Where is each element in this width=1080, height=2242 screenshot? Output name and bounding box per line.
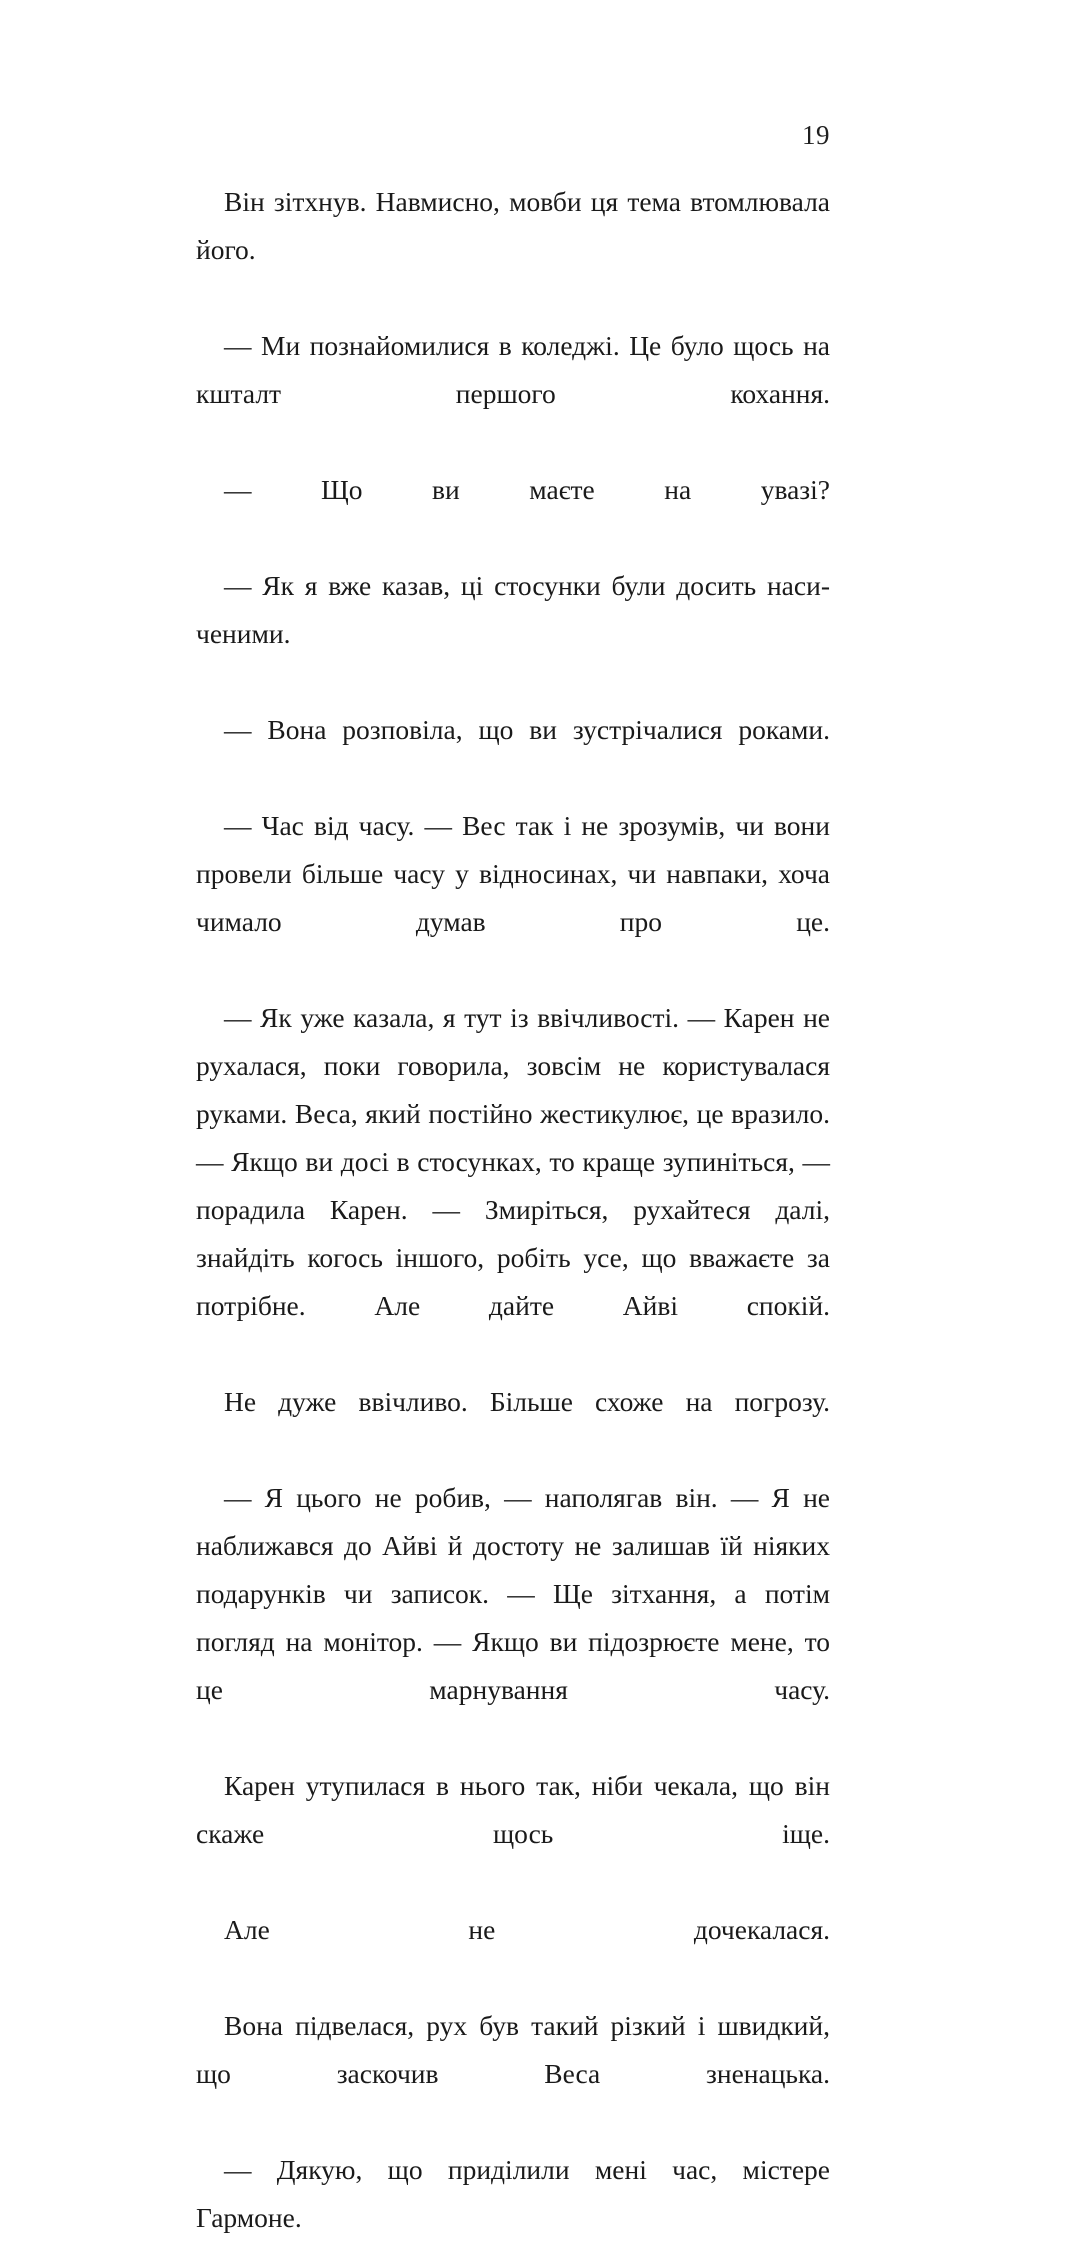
paragraph: Не дуже ввічливо. Більше схоже на погрозу. — [224, 1386, 830, 1417]
body-text-block — [196, 178, 830, 2242]
paragraph: — Як я вже казав, ці стосунки були досить насиченими. — [196, 570, 830, 649]
paragraph: Вона підвелася, рух був такий різкий і швидкий, що заскочив Веса зненацька. — [196, 2010, 830, 2089]
paragraph: — Час від часу. — Вес так і не зрозумів, чи вони провели більше часу у відносинах, чи навпаки, хоча чимало думав про це. — [196, 810, 830, 937]
paragraph: Він зітхнув. Навмисно, мовби ця тема втомлювала його. — [196, 186, 830, 265]
paragraph: — Дякую, що приділили мені час, містере Гармоне. — [196, 2154, 830, 2233]
paragraph: Карен утупилася в нього так, ніби чекала, що він скаже щось іще. — [196, 1770, 830, 1849]
paragraph: — Я цього не робив, — наполягав він. — Я не наближався до Айві й достоту не залишав їй ніяких подарунків чи записок. — Ще зітхання, а потім погляд на монітор. — Якщо ви підозрюєте мене, то це марнування часу. — [196, 1482, 830, 1705]
paragraph: — Що ви маєте на увазі? — [224, 474, 830, 505]
paragraph: — Як уже казала, я тут із ввічливості. — Карен не рухалася, поки говорила, зовсім не користувалася руками. Веса, який постійно жестикулює, це вразило. — Якщо ви досі в стосунках, то краще зупиніться, — порадила Карен. — Змиріться, рухайтеся далі, знайдіть когось іншого, робіть усе, що вважаєте за потрібне. Але дайте Айві спокій. — [196, 1002, 830, 1321]
paragraph: — Вона розповіла, що ви зустрічалися роками. — [224, 714, 830, 745]
page-number: 19 — [802, 120, 830, 150]
paragraph: — Ми познайомилися в коледжі. Це було щось на кшталт першого кохання. — [196, 330, 830, 409]
paragraph: Але не дочекалася. — [224, 1914, 830, 1945]
